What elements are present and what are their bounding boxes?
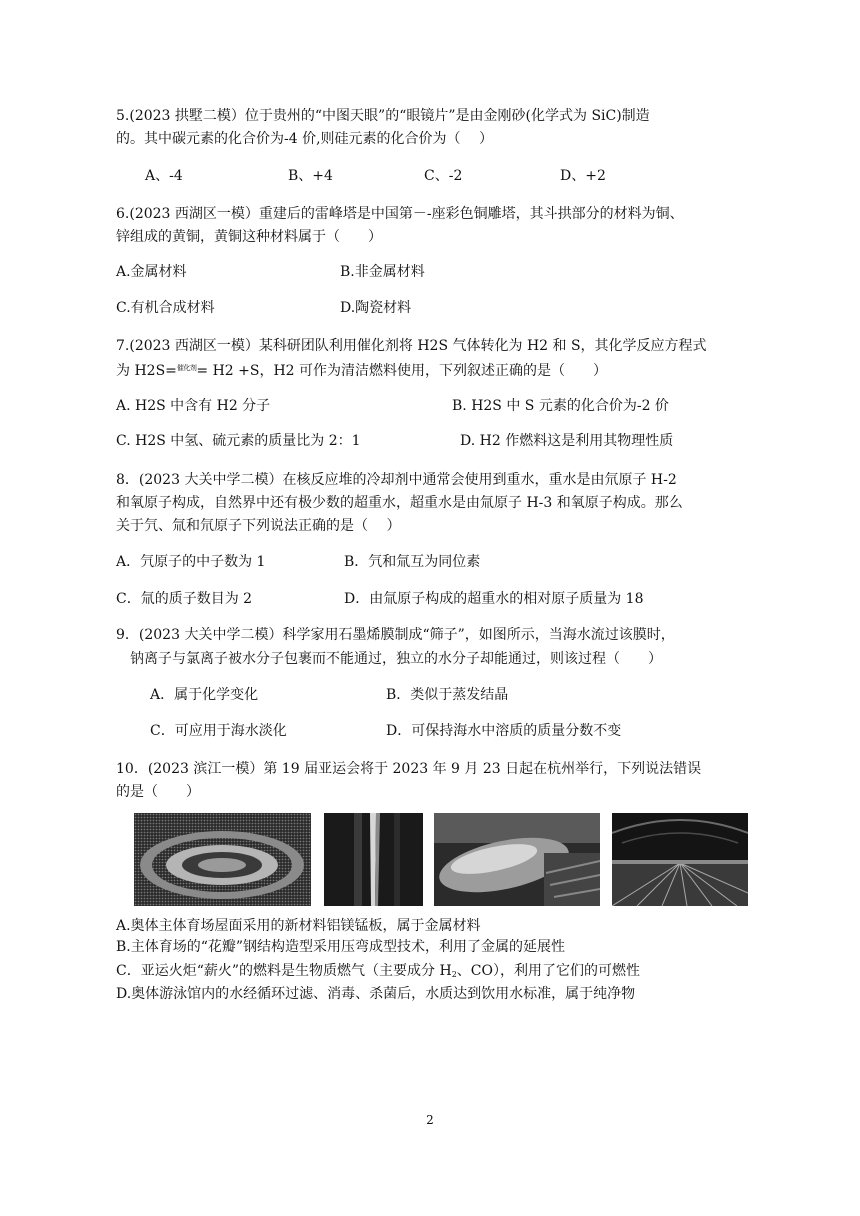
steel-structure-photo <box>324 813 423 906</box>
q7-option-b: B. H2S 中 S 元素的化合价为-2 价 <box>452 398 669 414</box>
q6-stem-line1: 6.(2023 西湖区一模）重建后的雷峰塔是中国第－-座彩色铜雕塔，其斗拱部分的材料为铜、 <box>116 206 684 222</box>
swimming-pool-photo <box>612 813 748 906</box>
q8-option-c: C．氚的质子数目为 2 <box>116 591 253 607</box>
q7-catalyst-label: 催化剂 <box>176 364 197 372</box>
q9-option-c: C．可应用于海水淡化 <box>150 723 287 739</box>
q10-stem-line1: 10．(2023 滨江一模）第 19 届亚运会将于 2023 年 9 月 23 日起在杭州举行，下列说法错误 <box>116 761 702 777</box>
stadium-roof-photo <box>134 813 311 906</box>
q10-option-c-pre: C．亚运火炬“薪火”的燃料是生物质燃气（主要成分 H <box>116 963 452 979</box>
q5-option-b: B、+4 <box>288 168 333 184</box>
q8-option-a: A．氕原子的中子数为 1 <box>116 554 266 570</box>
q7-equation-line <box>116 358 607 381</box>
q10-option-a: A.奥体主体育场屋面采用的新材料铝镁锰板，属于金属材料 <box>116 918 481 934</box>
q7-option-d: D. H2 作燃料这是利用其物理性质 <box>460 433 674 449</box>
q10-option-b: B.主体育场的“花瓣”钢结构造型采用压弯成型技术，利用了金属的延展性 <box>116 939 566 955</box>
q10-option-d: D.奥体游泳馆内的水经循环过滤、消毒、杀菌后，水质达到饮用水标准，属于纯净物 <box>116 986 636 1002</box>
q7-stem-line1: 7.(2023 西湖区一模）某科研团队利用催化剂将 H2S 气体转化为 H2 和 S，其化学反应方程式 <box>116 338 707 354</box>
q7-option-c: C. H2S 中氢、硫元素的质量比为 2：1 <box>116 433 361 449</box>
q9-stem-line2: 钠离子与氯离子被水分子包裹而不能通过，独立的水分子却能通过，则该过程（ ） <box>130 651 662 667</box>
q7-option-a: A. H2S 中含有 H2 分子 <box>116 398 271 414</box>
q8-stem-line2: 和氧原子构成，自然界中还有极少数的超重水，超重水是由氚原子 H-3 和氧原子构成。那么 <box>116 495 683 511</box>
q10-option-c-subscript: 2 <box>451 970 457 979</box>
q7-equation-pre: 为 H2S= <box>116 363 177 379</box>
q9-option-d: D．可保持海水中溶质的质量分数不变 <box>386 723 622 739</box>
q9-option-a: A．属于化学变化 <box>150 687 259 703</box>
q6-option-a: A.金属材料 <box>116 264 187 280</box>
q8-option-d: D．由氚原子构成的超重水的相对原子质量为 18 <box>344 591 644 607</box>
q6-option-b: B.非金属材料 <box>340 264 425 280</box>
q7-equation-post: = H2 +S，H2 可作为清洁燃料使用，下列叙述正确的是（ ） <box>196 363 608 379</box>
q8-stem-line3: 关于氕、氚和氘原子下列说法正确的是（ ） <box>116 518 401 534</box>
q5-option-a: A、-4 <box>145 168 183 184</box>
q5-stem-line1: 5.(2023 拱墅二模）位于贵州的“中图天眼”的“眼镜片”是由金刚砂(化学式为 SiC)制造 <box>116 108 650 124</box>
q5-stem-line2: 的。其中碳元素的化合价为-4 价,则硅元素的化合价为（ ） <box>116 131 493 147</box>
q10-stem-line2: 的是（ ） <box>116 784 200 800</box>
q6-option-d: D.陶瓷材料 <box>340 300 412 316</box>
q9-option-b: B．类似于蒸发结晶 <box>386 687 509 703</box>
q8-option-b: B．氕和氚互为同位素 <box>344 554 481 570</box>
q10-option-c <box>116 961 640 985</box>
q6-stem-line2: 锌组成的黄铜，黄铜这种材料属于（ ） <box>116 229 382 245</box>
q9-stem-line1: 9．(2023 大关中学二模）科学家用石墨烯膜制成“筛子”，如图所示，当海水流过该膜时， <box>116 627 675 643</box>
torch-photo <box>434 813 600 906</box>
q5-option-c: C、-2 <box>424 168 463 184</box>
q5-option-d: D、+2 <box>560 168 606 184</box>
q6-option-c: C.有机合成材料 <box>116 300 215 316</box>
q10-option-c-post: 、CO），利用了它们的可燃性 <box>456 963 640 979</box>
q8-stem-line1: 8．(2023 大关中学二模）在核反应堆的冷却剂中通常会使用到重水，重水是由氘原子 H-2 <box>116 472 677 488</box>
page-number: 2 <box>426 1113 434 1127</box>
